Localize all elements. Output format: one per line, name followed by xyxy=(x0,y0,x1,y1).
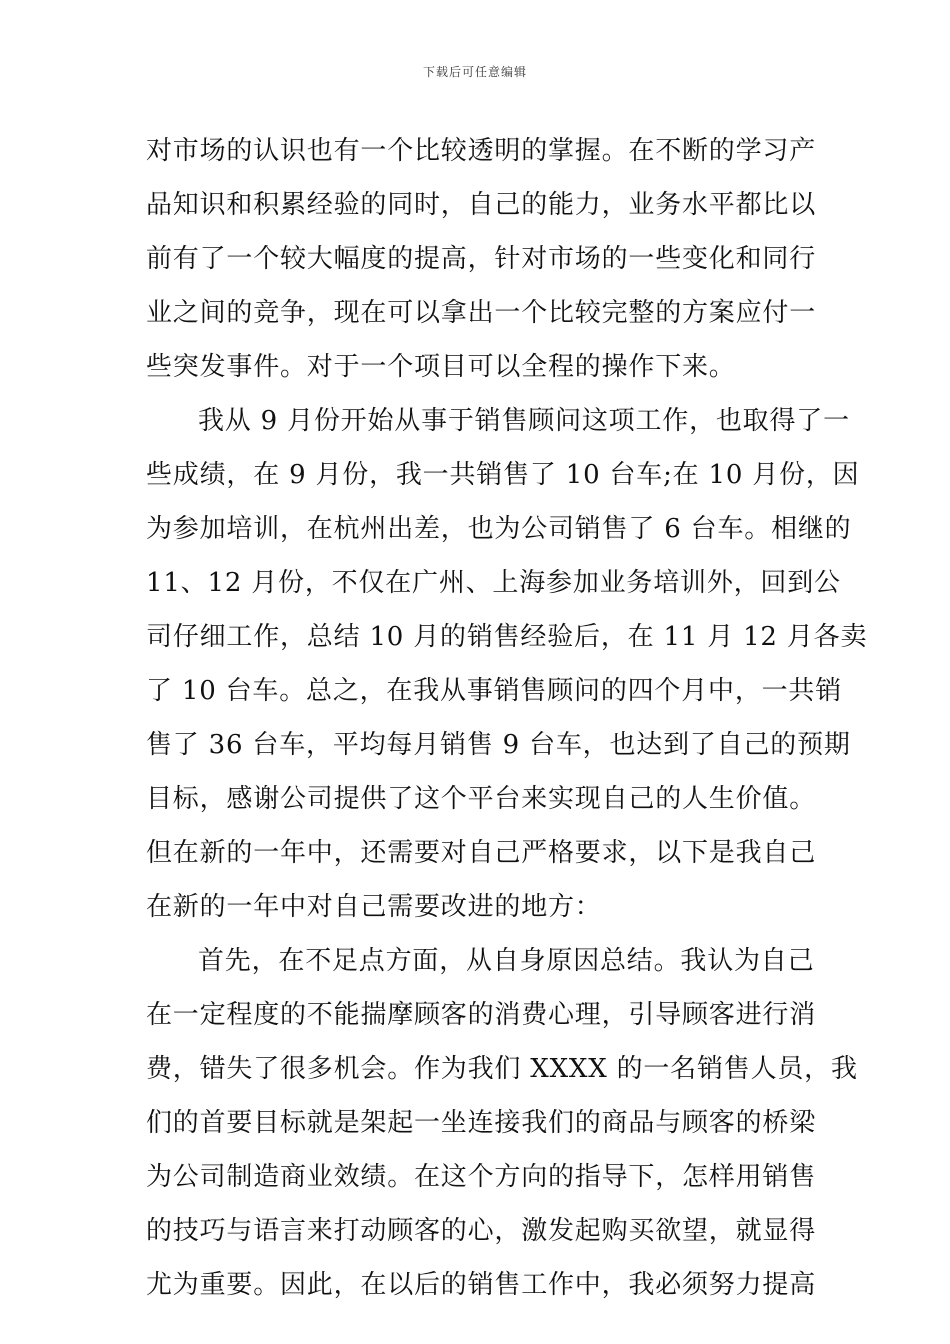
text-line: 了 10 台车。总之，在我从事销售顾问的四个月中，一共销 xyxy=(146,676,843,706)
text-line: 的技巧与语言来打动顾客的心，激发起购买欲望，就显得 xyxy=(146,1216,817,1246)
text-line: 前有了一个较大幅度的提高，针对市场的一些变化和同行 xyxy=(146,244,817,274)
text-line: 业之间的竞争，现在可以拿出一个比较完整的方案应付一 xyxy=(146,298,817,328)
paragraph-first-line: 我从 9 月份开始从事于销售顾问这项工作，也取得了一 xyxy=(198,406,850,436)
paragraph-first-line: 首先，在不足点方面，从自身原因总结。我认为自己 xyxy=(198,946,815,976)
text-line: 对市场的认识也有一个比较透明的掌握。在不断的学习产 xyxy=(146,136,817,166)
text-line: 但在新的一年中，还需要对自己严格要求，以下是我自己 xyxy=(146,838,817,868)
text-line: 尤为重要。因此，在以后的销售工作中，我必须努力提高 xyxy=(146,1270,817,1300)
text-line: 目标，感谢公司提供了这个平台来实现自己的人生价值。 xyxy=(146,784,817,814)
text-line: 们的首要目标就是架起一坐连接我们的商品与顾客的桥梁 xyxy=(146,1108,817,1138)
text-line: 费，错失了很多机会。作为我们 XXXX 的一名销售人员，我 xyxy=(146,1054,858,1084)
page-header: 下载后可任意编辑 xyxy=(422,65,527,79)
text-line: 品知识和积累经验的同时，自己的能力，业务水平都比以 xyxy=(146,190,817,220)
text-line: 在新的一年中对自己需要改进的地方： xyxy=(146,892,602,922)
text-line: 11、12 月份，不仅在广州、上海参加业务培训外，回到公 xyxy=(146,568,841,598)
document-body xyxy=(146,124,868,1312)
text-line: 在一定程度的不能揣摩顾客的消费心理，引导顾客进行消 xyxy=(146,1000,817,1030)
text-line: 为公司制造商业效绩。在这个方向的指导下，怎样用销售 xyxy=(146,1162,817,1192)
text-line: 为参加培训，在杭州出差，也为公司销售了 6 台车。相继的 xyxy=(146,514,852,544)
text-line: 售了 36 台车，平均每月销售 9 台车，也达到了自己的预期 xyxy=(146,730,851,760)
text-line: 些突发事件。对于一个项目可以全程的操作下来。 xyxy=(146,352,736,382)
text-line: 司仔细工作，总结 10 月的销售经验后，在 11 月 12 月各卖 xyxy=(146,622,868,652)
text-line: 些成绩，在 9 月份，我一共销售了 10 台车;在 10 月份，因 xyxy=(146,460,860,490)
